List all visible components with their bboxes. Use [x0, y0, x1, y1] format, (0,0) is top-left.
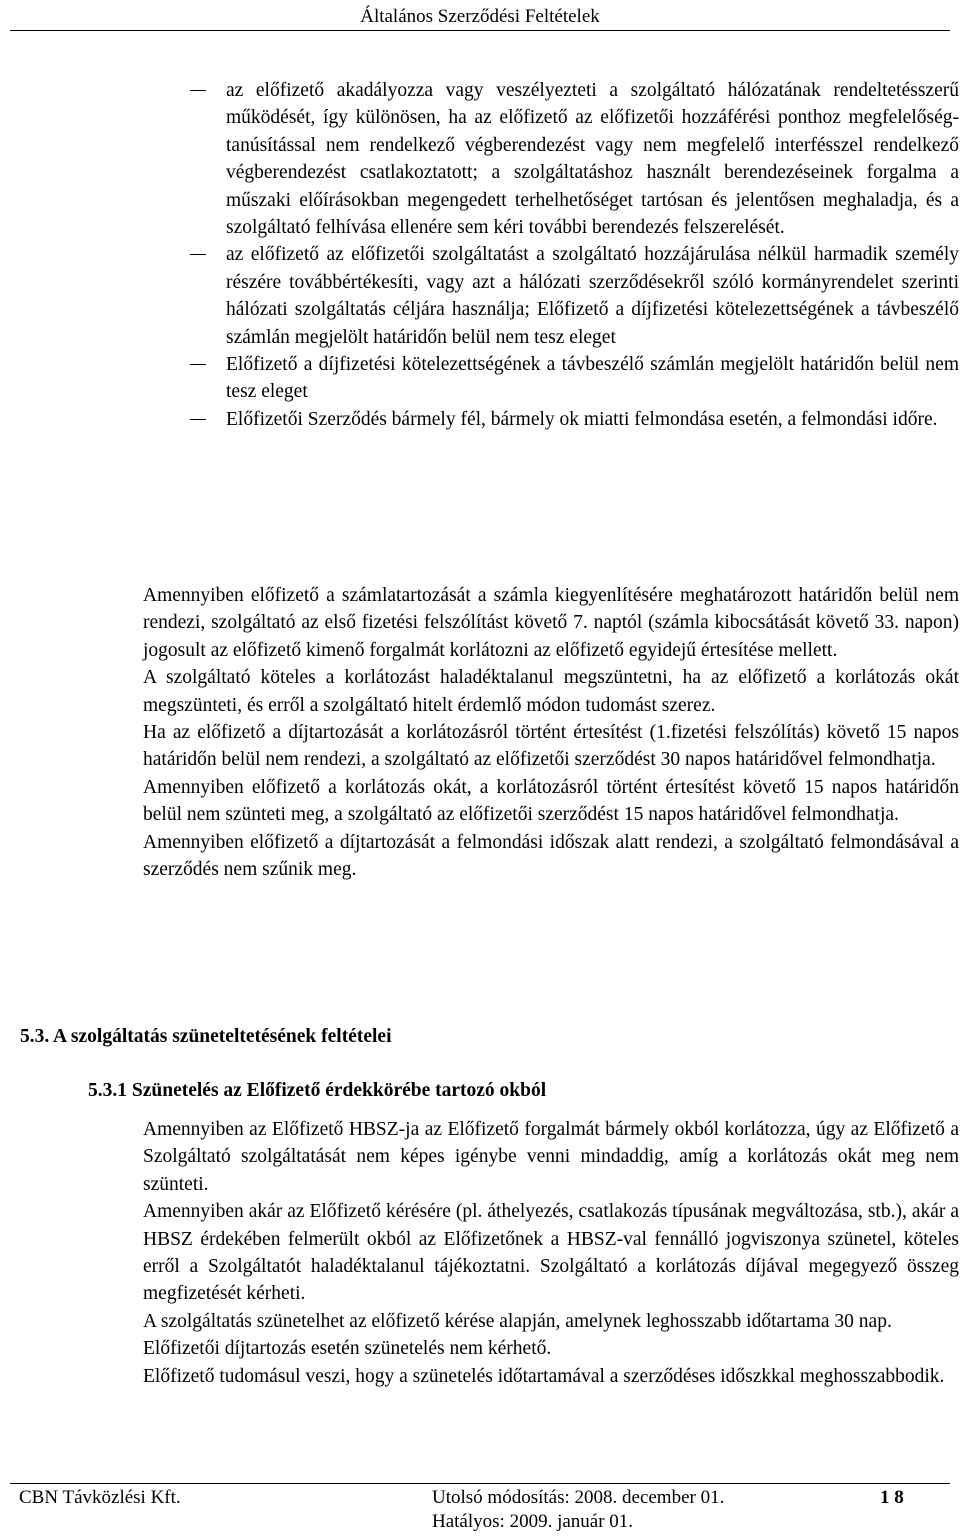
bullet-text: Előfizetői Szerződés bármely fél, bármely ok miatti felmondása esetén, a felmondási időre. — [226, 408, 938, 430]
dash-marker — [190, 90, 206, 91]
footer-company: CBN Távközlési Kft. — [19, 1487, 181, 1508]
dash-marker — [190, 364, 206, 365]
footer-effective-date: Hatályos: 2009. január 01. — [432, 1511, 634, 1532]
bullet-item — [226, 406, 959, 433]
document-header-title: Általános Szerződési Feltételek — [360, 6, 600, 27]
paragraph: Ha az előfizető a díjtartozását a korlátozásról történt értesítést (1.fizetési felszólítás) követő 15 napos határidőn belül nem rendezi, a szolgáltató az előfizetői szerződést 30 napos határidővel felmondhatja. — [143, 722, 959, 771]
header-divider — [10, 30, 950, 31]
footer-page-number: 1 8 — [880, 1487, 904, 1508]
paragraph: A szolgáltatás szünetelhet az előfizető kérése alapján, amelynek leghosszabb időtartama 30 nap. — [143, 1310, 892, 1332]
bullet-item — [226, 241, 959, 351]
bullet-text: az előfizető az előfizetői szolgáltatást a szolgáltató hozzájárulása nélkül harmadik személy részére továbbértékesíti, vagy azt a hálózati szerződésekről szóló kormányrendelet szerinti hálózati szolgáltatás céljára használja; Előfizető a díjfizetési kötelezettségének a távbeszélő számlán megjelölt határidőn belül nem tesz eleget — [226, 244, 959, 348]
dash-marker — [190, 419, 206, 420]
section-heading: 5.3. A szolgáltatás szüneteltetésének feltételei — [20, 1026, 392, 1047]
footer-last-modified: Utolsó módosítás: 2008. december 01. — [432, 1487, 725, 1508]
paragraph: Amennyiben az Előfizető HBSZ-ja az Előfizető forgalmát bármely okból korlátozza, úgy az Előfizető a Szolgáltató szolgáltatását nem képes igénybe venni mindaddig, amíg a korlátozás okát meg nem szünteti. — [143, 1119, 959, 1195]
paragraph: A szolgáltató köteles a korlátozást haladéktalanul megszüntetni, ha az előfizető a korlátozás okát megszünteti, és erről a szolgáltató hitelt érdemlő módon tudomást szerez. — [143, 667, 959, 716]
paragraph: Amennyiben akár az Előfizető kérésére (pl. áthelyezés, csatlakozás típusának megváltozása, stb.), akár a HBSZ érdekében felmerült okból az Előfizetőnek a HBSZ-val fennálló jogviszonya szünetel, köteles erről a Szolgáltatót haladéktalanul tájékoztatni. Szolgáltató a korlátozás díjával megegyező összeg megfizetését kérheti. — [143, 1201, 959, 1305]
restriction-paragraphs — [143, 582, 959, 883]
footer-divider — [10, 1483, 950, 1484]
bullet-list — [226, 77, 959, 433]
paragraph: Előfizetői díjtartozás esetén szünetelés nem kérhető. — [143, 1338, 552, 1360]
bullet-item — [226, 351, 959, 406]
suspension-paragraphs — [143, 1116, 959, 1390]
paragraph: Amennyiben előfizető a számlatartozását a számla kiegyenlítésére meghatározott határidőn belül nem rendezi, szolgáltató az első fizetési felszólítást követő 7. naptól (számla kibocsátását követő 33. napon) jogosult az előfizető kimenő forgalmát korlátozni az előfizető egyidejű értesítése mellett. — [143, 585, 959, 661]
subsection-heading: 5.3.1 Szünetelés az Előfizető érdekkörébe tartozó okból — [88, 1080, 547, 1101]
dash-marker — [190, 254, 206, 255]
paragraph: Amennyiben előfizető a korlátozás okát, a korlátozásról történt értesítést követő 15 napos határidőn belül nem szünteti meg, a szolgáltató az előfizetői szerződést 15 napos határidővel felmondhatja. — [143, 776, 959, 826]
paragraph: Amennyiben előfizető a díjtartozását a felmondási időszak alatt rendezi, a szolgáltató felmondásával a szerződés nem szűnik meg. — [143, 831, 959, 881]
bullet-item — [226, 77, 959, 241]
paragraph: Előfizető tudomásul veszi, hogy a szünetelés időtartamával a szerződéses időszkkal meghosszabbodik. — [143, 1365, 945, 1387]
bullet-text: Előfizető a díjfizetési kötelezettségének a távbeszélő számlán megjelölt határidőn belül nem tesz eleget — [226, 354, 959, 403]
bullet-text: az előfizető akadályozza vagy veszélyezteti a szolgáltató hálózatának rendeltetésszerű működését, így különösen, ha az előfizető az előfizetői hozzáférési ponthoz megfelelőség-tanúsítással nem rendelkező végberendezést vagy nem megfelelő interfésszel rendelkező végberendezést csatlakoztatott; a szolgáltatáshoz használt berendezéseinek forgalma a műszaki előírásokban megengedett terhelhetőséget tartósan és jelentősen meghaladja, és a szolgáltató felhívása ellenére sem kéri további berendezés felszerelését. — [226, 80, 959, 239]
